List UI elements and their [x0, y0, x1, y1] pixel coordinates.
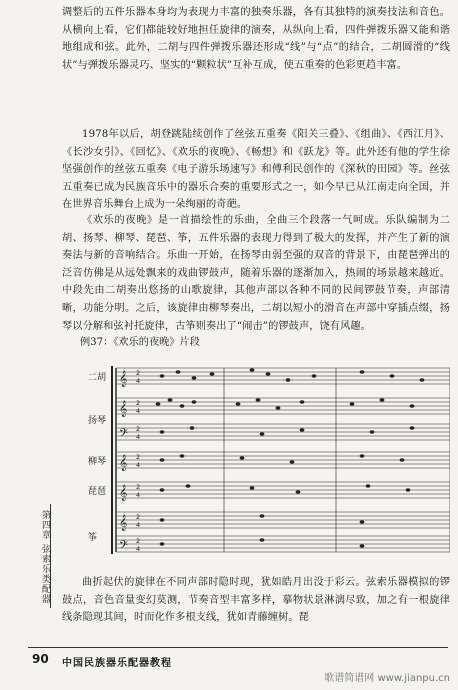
- svg-text:𝄢: 𝄢: [119, 539, 129, 555]
- svg-text:2: 2: [136, 425, 141, 433]
- svg-text:𝄞: 𝄞: [119, 455, 128, 471]
- svg-text:4: 4: [136, 377, 141, 385]
- svg-text:2: 2: [136, 483, 141, 491]
- svg-text:𝄞: 𝄞: [119, 371, 128, 387]
- paragraph-2: 1978年以后，胡登跳陆续创作了丝弦五重奏《阳关三叠》、《组曲》、《西江月》、《长沙女引》、《回忆》、《欢乐的夜晚》、《畅想》和《跃龙》等。此外还有他的学生徐坚强创作的丝弦五重奏《电子游乐场速写》和傅利民创作的《深秋的田园》等。丝弦五重奏已成为民族音乐中的器乐合奏的重要形式之一，如今早已从江南走向全国，并在世界音乐舞台上成为一朵绚丽的奇葩。: [62, 129, 450, 211]
- instrument-label-zheng: 筝: [88, 533, 98, 543]
- staff-pipa: [116, 482, 450, 498]
- sidebar-divider: [50, 504, 51, 608]
- svg-text:𝄞: 𝄞: [119, 515, 128, 531]
- svg-text:2: 2: [136, 369, 141, 377]
- music-score: [62, 358, 450, 558]
- svg-text:4: 4: [136, 521, 141, 529]
- svg-text:𝄞: 𝄞: [119, 401, 128, 417]
- svg-text:2: 2: [136, 513, 141, 521]
- svg-text:2: 2: [136, 453, 141, 461]
- instrument-label-yangqin: 扬琴: [88, 416, 107, 426]
- paragraph-1: 调整后的五件乐器本身均为表现力丰富的独奏乐器，各有其独特的演奏技法和音色。从横向上看，它们都能较好地担任旋律的演奏，从纵向上看，四件弹拨乐器又能和谐地组成和弦。此外，二胡与四件弹拨乐器还形成“线”与“点”的结合，二胡圆滑的“线状”与弹拨乐器灵巧、坚实的“颗粒状”互补互成，使五重奏的色彩更趋丰富。: [62, 7, 450, 71]
- instrument-label-pipa: 琵琶: [88, 487, 107, 497]
- staff-erhu: [116, 368, 450, 384]
- page-number: 90: [32, 652, 49, 666]
- footer-divider: [28, 647, 448, 648]
- svg-text:4: 4: [136, 491, 141, 499]
- watermark-text: 歌谱简谱网 www.jianpu.cn: [324, 673, 450, 684]
- svg-text:2: 2: [136, 399, 141, 407]
- svg-text:4: 4: [136, 545, 141, 553]
- svg-text:4: 4: [136, 433, 141, 441]
- svg-text:2: 2: [136, 537, 141, 545]
- svg-text:4: 4: [136, 407, 141, 415]
- score-staff-graphic: [62, 358, 450, 558]
- book-title: 中国民族器乐配器教程: [62, 658, 172, 669]
- svg-text:𝄢: 𝄢: [119, 427, 129, 443]
- example-caption: 例37：《欢乐的夜晚》片段: [80, 337, 200, 348]
- staff-zheng: [116, 512, 450, 552]
- paragraph-4: 曲折起伏的旋律在不同声部时隐时现，犹如皓月出没于彩云。弦索乐器模拟的锣鼓点，音色音量变幻莫测，节奏音型丰富多样，摹物状景淋漓尽致，加之有一根旋律线条隐现其间，时而化作多根支线，犹如青藤缠树。琵: [62, 577, 450, 624]
- svg-text:4: 4: [136, 461, 141, 469]
- instrument-label-liuqin: 柳琴: [88, 457, 107, 467]
- svg-text:𝄞: 𝄞: [119, 485, 128, 501]
- chapter-sidebar: 第四章 弦索乐类配器: [40, 510, 50, 604]
- paragraph-3: 《欢乐的夜晚》是一首描绘性的乐曲，全曲三个段落一气呵成。乐队编制为二胡、扬琴、柳琴、琵琶、筝，五件乐器的表现力得到了极大的发挥，并产生了新的演奏法与新的音响结合。乐曲一开始，在扬琴由弱至强的双音的背景下，由琵琶弹出的泛音仿佛是从远处飘来的戏曲锣鼓声，随着乐器的逐渐加入，热闹的场景越来越近。中段先由二胡奏出悠扬的山歌旋律，其他声部以各种不同的民间锣鼓节奏，声部清晰，功能分明。之后，该旋律由柳琴奏出，二胡以短小的滑音在声部中穿插点缀，扬琴以分解和弦衬托旋律，古筝则奏出了“闹击”的锣鼓声，饶有风趣。: [62, 215, 450, 332]
- staff-yangqin: [116, 398, 450, 440]
- instrument-label-erhu: 二胡: [88, 373, 107, 383]
